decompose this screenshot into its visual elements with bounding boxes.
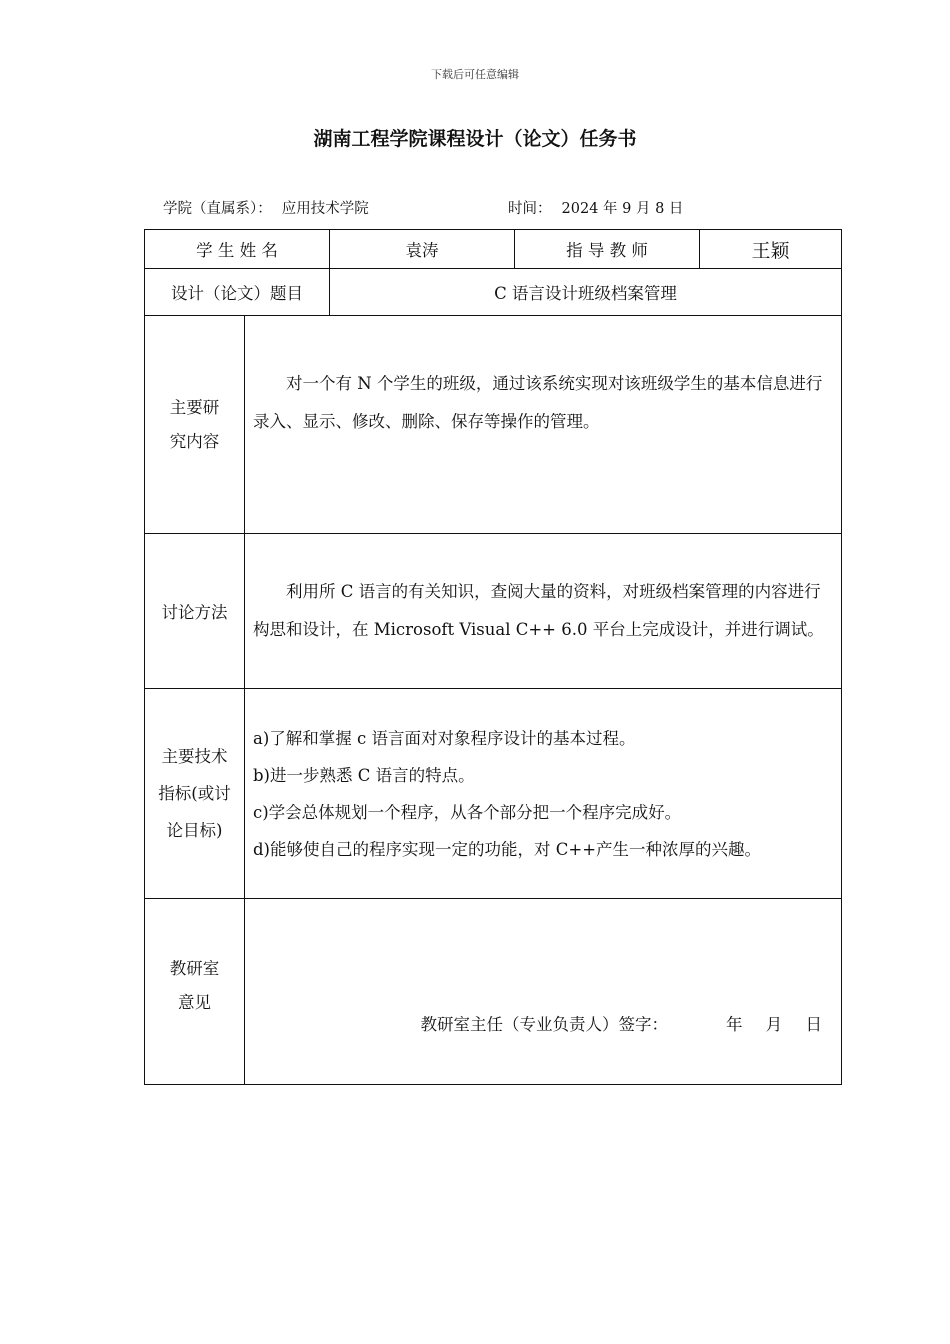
tech-label-line: 论目标) [166, 821, 223, 840]
opinion-label [145, 899, 245, 1085]
content-label-line: 究内容 [169, 431, 220, 451]
tech-label-line: 主要技术 [161, 747, 228, 766]
watermark-text: 下载后可任意编辑 [431, 68, 519, 81]
college-label: 学院（直属系）： [163, 201, 272, 217]
method-text: 利用所 C 语言的有关知识，查阅大量的资料，对班级档案管理的内容进行构思和设计，在 Microsoft Visual C++ 6.0 平台上完成设计，并进行调试。 [253, 582, 824, 639]
table-row [145, 269, 842, 316]
table-row [145, 230, 842, 269]
advisor-name-value: 王颖 [700, 230, 842, 269]
opinion-cell [245, 899, 842, 1085]
document-title: 湖南工程学院课程设计（论文）任务书 [313, 128, 637, 150]
content-text: 对一个有 N 个学生的班级，通过该系统实现对该班级学生的基本信息进行录入、显示、修改、删除、保存等操作的管理。 [253, 374, 823, 431]
list-item: a)了解和掌握 c 语言面对对象程序设计的基本过程。 [253, 728, 636, 748]
table-row [145, 316, 842, 534]
advisor-label: 指 导 教 师 [515, 230, 700, 269]
college-info [163, 197, 369, 218]
tech-cell [245, 689, 842, 899]
date-info [508, 197, 683, 218]
signature-label: 教研室主任（专业负责人）签字： [420, 1015, 668, 1034]
signature-date: 年 月 日 [726, 1015, 831, 1034]
topic-label: 设计（论文）题目 [145, 269, 330, 316]
topic-value: C 语言设计班级档案管理 [330, 269, 842, 316]
student-name-value: 袁涛 [330, 230, 515, 269]
opinion-label-line: 教研室 [169, 959, 220, 978]
student-name-label: 学 生 姓 名 [145, 230, 330, 269]
date-value: 2024 年 9 月 8 日 [561, 201, 684, 217]
method-label: 讨论方法 [145, 534, 245, 689]
content-label-line: 主要研 [169, 397, 220, 417]
tech-label [145, 689, 245, 899]
table-row [145, 534, 842, 689]
table-row [145, 899, 842, 1085]
opinion-label-line: 意见 [178, 993, 211, 1012]
list-item: d)能够使自己的程序实现一定的功能，对 C++产生一种浓厚的兴趣。 [253, 839, 762, 859]
tech-label-line: 指标(或讨 [158, 784, 231, 803]
signature-line [421, 1011, 832, 1035]
table-row [145, 689, 842, 899]
list-item: b)进一步熟悉 C 语言的特点。 [253, 765, 475, 785]
content-label [145, 316, 245, 534]
method-cell [245, 534, 842, 689]
list-item: c)学会总体规划一个程序，从各个部分把一个程序完成好。 [253, 802, 682, 822]
content-cell [245, 316, 842, 534]
college-value: 应用技术学院 [281, 201, 369, 217]
date-label: 时间： [508, 201, 552, 217]
task-table [144, 229, 842, 1085]
